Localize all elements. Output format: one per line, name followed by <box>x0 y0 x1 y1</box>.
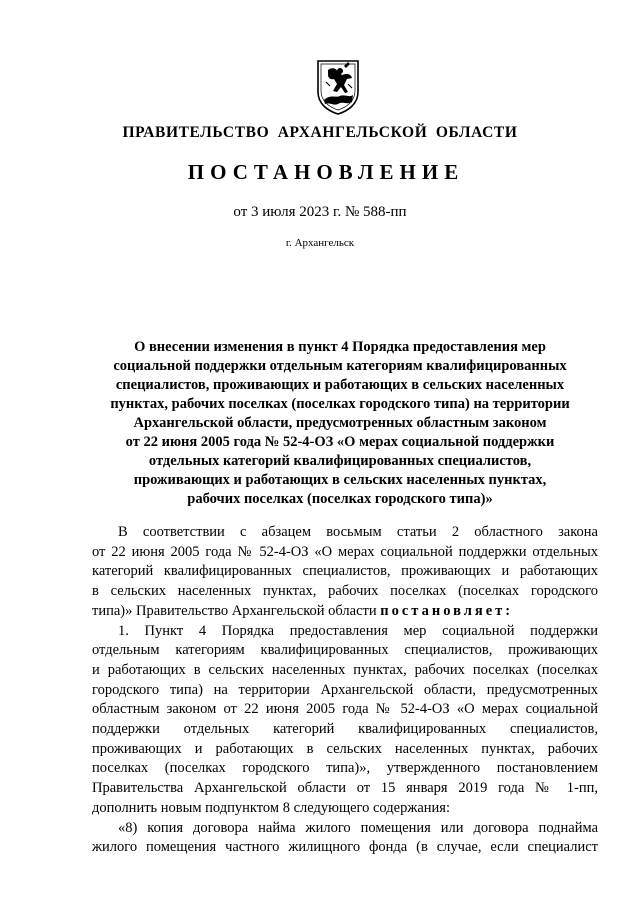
body-line: В соответствии с абзацем восьмым статьи 2 областного закона <box>118 524 598 540</box>
body-line <box>92 602 598 622</box>
body-line: и работающих в сельских населенных пунктах, рабочих поселках (поселках <box>92 661 598 678</box>
title-line: от 22 июня 2005 года № 52-4-ОЗ «О мерах социальной поддержки <box>125 434 555 450</box>
body-line: проживающих и работающих в сельских населенных пунктах, рабочих <box>92 740 598 757</box>
body-line: категорий квалифицированных специалистов, проживающих и работающих <box>92 563 598 580</box>
document-type: ПОСТАНОВЛЕНИЕ <box>187 160 465 184</box>
document-title <box>90 338 590 509</box>
body-line: жилого помещения частного жилищного фонда (в случае, если специалист <box>92 839 598 856</box>
body-line: «8) копия договора найма жилого помещения или договора поднайма <box>118 819 598 836</box>
resolves-word: постановляет: <box>380 602 514 619</box>
coat-of-arms-icon <box>314 58 362 116</box>
title-line: проживающих и работающих в сельских населенных пунктах, <box>133 472 547 488</box>
title-line: О внесении изменения в пункт 4 Порядка предоставления мер <box>134 339 546 355</box>
paragraph-subitem-8 <box>92 819 598 858</box>
paragraph-item-1 <box>92 622 598 819</box>
body-line-text: типа)» Правительство Архангельской области <box>92 602 377 619</box>
city: г. Архангельск <box>285 237 355 249</box>
body-line: отдельным категориям квалифицированных специалистов, проживающих <box>92 642 598 659</box>
document-body <box>92 523 598 858</box>
body-line: поселках (поселках городского типа)», утвержденного постановлением <box>92 760 598 777</box>
paragraph-preamble <box>92 523 598 622</box>
title-line: специалистов, проживающих и работающих в сельских населенных <box>115 377 565 393</box>
body-line: городского типа) на территории Архангельской области, предусмотренных <box>92 681 598 698</box>
body-line: дополнить новым подпунктом 8 следующего содержания: <box>92 799 451 816</box>
title-line: отдельных категорий квалифицированных специалистов, <box>148 453 532 469</box>
title-line: социальной поддержки отдельным категориям квалифицированных <box>113 358 567 374</box>
body-line: поддержки отдельных категорий квалифицированных специалистов, <box>92 721 598 738</box>
body-line: 1. Пункт 4 Порядка предоставления мер социальной поддержки <box>118 622 598 639</box>
body-line: Правительства Архангельской области от 15 января 2019 года № 1-пп, <box>92 780 598 797</box>
body-line: областным законом от 22 июня 2005 года № 52-4-ОЗ «О мерах социальной <box>92 701 598 718</box>
government-name: ПРАВИТЕЛЬСТВО АРХАНГЕЛЬСКОЙ ОБЛАСТИ <box>122 124 518 141</box>
date-number: от 3 июля 2023 г. № 588-пп <box>233 204 407 220</box>
title-line: пунктах, рабочих поселках (поселках городского типа) на территории <box>110 396 570 412</box>
body-line: в сельских населенных пунктах, рабочих поселках (поселках городского <box>92 583 598 600</box>
title-line: Архангельской области, предусмотренных областным законом <box>133 415 547 431</box>
title-line: рабочих поселках (поселках городского типа)» <box>187 491 493 507</box>
body-line: от 22 июня 2005 года № 52-4-ОЗ «О мерах социальной поддержки отдельных <box>92 543 598 560</box>
